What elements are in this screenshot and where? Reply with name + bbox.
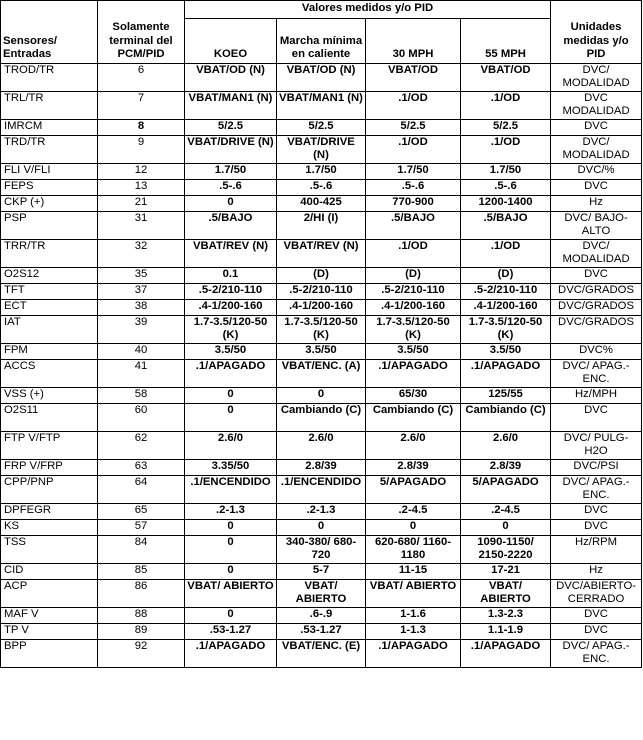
cell-koeo: 0	[185, 520, 277, 536]
cell-terminal: 21	[98, 196, 185, 212]
cell-units: DVC/GRADOS	[551, 300, 642, 316]
cell-55mph: .2-4.5	[461, 504, 551, 520]
cell-koeo: 1.7/50	[185, 164, 277, 180]
cell-terminal: 9	[98, 136, 185, 164]
cell-sensor: VSS (+)	[1, 388, 98, 404]
cell-sensor: TFT	[1, 284, 98, 300]
table-header	[1, 1, 642, 64]
table-row	[1, 476, 642, 504]
header-30mph: 30 MPH	[366, 19, 461, 64]
cell-terminal: 40	[98, 344, 185, 360]
cell-idle: .1/ENCENDIDO	[277, 476, 366, 504]
cell-30mph: 5/APAGADO	[366, 476, 461, 504]
cell-koeo: .4-1/200-160	[185, 300, 277, 316]
table-row	[1, 300, 642, 316]
table-row	[1, 608, 642, 624]
cell-55mph: .1/OD	[461, 240, 551, 268]
cell-sensor: BPP	[1, 640, 98, 668]
cell-koeo: VBAT/ ABIERTO	[185, 580, 277, 608]
cell-koeo: 0	[185, 564, 277, 580]
header-measured-values: Valores medidos y/o PID	[185, 1, 551, 19]
cell-55mph: .1/APAGADO	[461, 640, 551, 668]
cell-units: DVC	[551, 520, 642, 536]
cell-55mph: 0	[461, 520, 551, 536]
table-row	[1, 284, 642, 300]
cell-sensor: TP V	[1, 624, 98, 640]
cell-30mph: 65/30	[366, 388, 461, 404]
header-koeo: KOEO	[185, 19, 277, 64]
cell-55mph: VBAT/OD	[461, 64, 551, 92]
cell-30mph: 3.5/50	[366, 344, 461, 360]
cell-55mph: 1090-1150/ 2150-2220	[461, 536, 551, 564]
cell-terminal: 84	[98, 536, 185, 564]
cell-sensor: IMRCM	[1, 120, 98, 136]
table-row	[1, 164, 642, 180]
cell-terminal: 12	[98, 164, 185, 180]
cell-sensor: FTP V/FTP	[1, 432, 98, 460]
cell-30mph: .1/OD	[366, 92, 461, 120]
cell-units: DVC%	[551, 344, 642, 360]
cell-sensor: TSS	[1, 536, 98, 564]
cell-koeo: 2.6/0	[185, 432, 277, 460]
cell-30mph: (D)	[366, 268, 461, 284]
cell-units: Hz	[551, 564, 642, 580]
cell-koeo: 3.5/50	[185, 344, 277, 360]
cell-30mph: VBAT/ ABIERTO	[366, 580, 461, 608]
cell-koeo: 0	[185, 404, 277, 432]
cell-koeo: 3.35/50	[185, 460, 277, 476]
cell-55mph: 3.5/50	[461, 344, 551, 360]
table-row	[1, 136, 642, 164]
cell-sensor: DPFEGR	[1, 504, 98, 520]
cell-sensor: O2S12	[1, 268, 98, 284]
table-row	[1, 432, 642, 460]
cell-units: DVC MODALIDAD	[551, 92, 642, 120]
cell-units: DVC/%	[551, 164, 642, 180]
cell-koeo: VBAT/REV (N)	[185, 240, 277, 268]
cell-units: Hz	[551, 196, 642, 212]
header-sensor: Sensores/ Entradas	[1, 1, 98, 64]
cell-sensor: CID	[1, 564, 98, 580]
cell-idle: 400-425	[277, 196, 366, 212]
cell-idle: 2/HI (I)	[277, 212, 366, 240]
cell-30mph: .1/APAGADO	[366, 640, 461, 668]
cell-idle: Cambiando (C)	[277, 404, 366, 432]
table-row	[1, 564, 642, 580]
cell-30mph: .5/BAJO	[366, 212, 461, 240]
cell-55mph: 1200-1400	[461, 196, 551, 212]
cell-idle: 340-380/ 680-720	[277, 536, 366, 564]
table-row	[1, 120, 642, 136]
cell-koeo: .5-.6	[185, 180, 277, 196]
cell-30mph: .5-.6	[366, 180, 461, 196]
cell-idle: (D)	[277, 268, 366, 284]
cell-units: DVC/ MODALIDAD	[551, 64, 642, 92]
cell-55mph: .5-.6	[461, 180, 551, 196]
table-row	[1, 404, 642, 432]
cell-units: DVC/ MODALIDAD	[551, 136, 642, 164]
cell-sensor: ACP	[1, 580, 98, 608]
cell-units: DVC	[551, 180, 642, 196]
cell-sensor: TRD/TR	[1, 136, 98, 164]
cell-30mph: 620-680/ 1160-1180	[366, 536, 461, 564]
cell-sensor: FEPS	[1, 180, 98, 196]
cell-30mph: VBAT/OD	[366, 64, 461, 92]
cell-units: DVC/ MODALIDAD	[551, 240, 642, 268]
cell-idle: .2-1.3	[277, 504, 366, 520]
cell-terminal: 57	[98, 520, 185, 536]
cell-55mph: 5/2.5	[461, 120, 551, 136]
cell-terminal: 39	[98, 316, 185, 344]
cell-30mph: .4-1/200-160	[366, 300, 461, 316]
cell-units: Hz/RPM	[551, 536, 642, 564]
table-row	[1, 180, 642, 196]
table-row	[1, 460, 642, 476]
cell-koeo: .5-2/210-110	[185, 284, 277, 300]
table-row	[1, 212, 642, 240]
cell-sensor: ECT	[1, 300, 98, 316]
cell-koeo: VBAT/OD (N)	[185, 64, 277, 92]
cell-units: DVC/GRADOS	[551, 284, 642, 300]
cell-koeo: .1/APAGADO	[185, 360, 277, 388]
cell-terminal: 60	[98, 404, 185, 432]
cell-idle: 1.7-3.5/120-50 (K)	[277, 316, 366, 344]
cell-idle: 5/2.5	[277, 120, 366, 136]
cell-30mph: 1.7/50	[366, 164, 461, 180]
cell-terminal: 13	[98, 180, 185, 196]
cell-55mph: .1/OD	[461, 136, 551, 164]
table-row	[1, 624, 642, 640]
cell-terminal: 6	[98, 64, 185, 92]
table-row	[1, 360, 642, 388]
cell-units: DVC/ APAG.-ENC.	[551, 640, 642, 668]
table-row	[1, 640, 642, 668]
cell-idle: .5-.6	[277, 180, 366, 196]
cell-koeo: .1/ENCENDIDO	[185, 476, 277, 504]
cell-30mph: 5/2.5	[366, 120, 461, 136]
table-row	[1, 268, 642, 284]
cell-idle: VBAT/REV (N)	[277, 240, 366, 268]
table-row	[1, 388, 642, 404]
cell-55mph: 5/APAGADO	[461, 476, 551, 504]
cell-sensor: PSP	[1, 212, 98, 240]
cell-units: DVC	[551, 404, 642, 432]
cell-sensor: FRP V/FRP	[1, 460, 98, 476]
table-row	[1, 580, 642, 608]
cell-units: DVC/ BAJO-ALTO	[551, 212, 642, 240]
cell-55mph: .5-2/210-110	[461, 284, 551, 300]
cell-idle: VBAT/DRIVE (N)	[277, 136, 366, 164]
cell-units: DVC	[551, 624, 642, 640]
cell-terminal: 38	[98, 300, 185, 316]
cell-55mph: 2.8/39	[461, 460, 551, 476]
cell-sensor: ACCS	[1, 360, 98, 388]
cell-55mph: 1.7-3.5/120-50 (K)	[461, 316, 551, 344]
cell-55mph: 17-21	[461, 564, 551, 580]
cell-idle: 1.7/50	[277, 164, 366, 180]
cell-sensor: FLI V/FLI	[1, 164, 98, 180]
cell-units: DVC	[551, 504, 642, 520]
cell-idle: VBAT/ENC. (A)	[277, 360, 366, 388]
cell-idle: .5-2/210-110	[277, 284, 366, 300]
cell-terminal: 8	[98, 120, 185, 136]
cell-55mph: .1/APAGADO	[461, 360, 551, 388]
table-row	[1, 520, 642, 536]
cell-koeo: .2-1.3	[185, 504, 277, 520]
cell-30mph: .1/OD	[366, 240, 461, 268]
cell-30mph: 11-15	[366, 564, 461, 580]
cell-terminal: 86	[98, 580, 185, 608]
cell-idle: .4-1/200-160	[277, 300, 366, 316]
table-row	[1, 240, 642, 268]
table-row	[1, 504, 642, 520]
cell-units: DVC/PSI	[551, 460, 642, 476]
cell-units: DVC/ABIERTO-CERRADO	[551, 580, 642, 608]
cell-units: DVC	[551, 268, 642, 284]
cell-55mph: 2.6/0	[461, 432, 551, 460]
cell-sensor: IAT	[1, 316, 98, 344]
cell-terminal: 85	[98, 564, 185, 580]
header-terminal: Solamente terminal del PCM/PID	[98, 1, 185, 64]
cell-terminal: 35	[98, 268, 185, 284]
cell-koeo: 5/2.5	[185, 120, 277, 136]
table-row	[1, 536, 642, 564]
cell-koeo: 0	[185, 536, 277, 564]
table-row	[1, 92, 642, 120]
cell-idle: .6-.9	[277, 608, 366, 624]
cell-koeo: VBAT/MAN1 (N)	[185, 92, 277, 120]
cell-units: DVC/ PULG-H2O	[551, 432, 642, 460]
table-body	[1, 64, 642, 668]
cell-idle: .53-1.27	[277, 624, 366, 640]
cell-terminal: 89	[98, 624, 185, 640]
cell-sensor: KS	[1, 520, 98, 536]
cell-koeo: 0	[185, 196, 277, 212]
cell-55mph: 1.1-1.9	[461, 624, 551, 640]
cell-terminal: 65	[98, 504, 185, 520]
cell-idle: VBAT/ ABIERTO	[277, 580, 366, 608]
cell-30mph: .5-2/210-110	[366, 284, 461, 300]
cell-idle: 5-7	[277, 564, 366, 580]
cell-koeo: 0	[185, 388, 277, 404]
cell-terminal: 92	[98, 640, 185, 668]
cell-units: DVC	[551, 120, 642, 136]
cell-koeo: 0.1	[185, 268, 277, 284]
cell-units: DVC	[551, 608, 642, 624]
table-row	[1, 344, 642, 360]
cell-terminal: 64	[98, 476, 185, 504]
cell-sensor: TROD/TR	[1, 64, 98, 92]
cell-idle: 0	[277, 388, 366, 404]
table-row	[1, 196, 642, 212]
cell-55mph: VBAT/ ABIERTO	[461, 580, 551, 608]
cell-30mph: 2.8/39	[366, 460, 461, 476]
cell-terminal: 41	[98, 360, 185, 388]
cell-idle: 0	[277, 520, 366, 536]
cell-sensor: O2S11	[1, 404, 98, 432]
cell-koeo: VBAT/DRIVE (N)	[185, 136, 277, 164]
cell-koeo: 0	[185, 608, 277, 624]
cell-sensor: TRR/TR	[1, 240, 98, 268]
cell-30mph: .2-4.5	[366, 504, 461, 520]
cell-30mph: 2.6/0	[366, 432, 461, 460]
cell-units: DVC/GRADOS	[551, 316, 642, 344]
cell-idle: VBAT/OD (N)	[277, 64, 366, 92]
cell-terminal: 32	[98, 240, 185, 268]
cell-terminal: 7	[98, 92, 185, 120]
cell-terminal: 31	[98, 212, 185, 240]
cell-idle: 2.8/39	[277, 460, 366, 476]
cell-sensor: CPP/PNP	[1, 476, 98, 504]
cell-units: DVC/ APAG.-ENC.	[551, 476, 642, 504]
cell-55mph: .1/OD	[461, 92, 551, 120]
header-units: Unidades medidas y/o PID	[551, 1, 642, 64]
cell-55mph: (D)	[461, 268, 551, 284]
cell-30mph: Cambiando (C)	[366, 404, 461, 432]
cell-sensor: MAF V	[1, 608, 98, 624]
cell-koeo: .1/APAGADO	[185, 640, 277, 668]
header-55mph: 55 MPH	[461, 19, 551, 64]
cell-terminal: 62	[98, 432, 185, 460]
cell-30mph: .1/OD	[366, 136, 461, 164]
cell-idle: VBAT/MAN1 (N)	[277, 92, 366, 120]
table-row	[1, 64, 642, 92]
cell-sensor: CKP (+)	[1, 196, 98, 212]
cell-30mph: 1.7-3.5/120-50 (K)	[366, 316, 461, 344]
cell-55mph: 125/55	[461, 388, 551, 404]
cell-koeo: .5/BAJO	[185, 212, 277, 240]
cell-idle: 3.5/50	[277, 344, 366, 360]
cell-30mph: 0	[366, 520, 461, 536]
cell-terminal: 63	[98, 460, 185, 476]
table-row	[1, 316, 642, 344]
cell-koeo: .53-1.27	[185, 624, 277, 640]
cell-55mph: .4-1/200-160	[461, 300, 551, 316]
cell-units: Hz/MPH	[551, 388, 642, 404]
cell-idle: VBAT/ENC. (E)	[277, 640, 366, 668]
cell-30mph: 1-1.3	[366, 624, 461, 640]
cell-terminal: 37	[98, 284, 185, 300]
cell-units: DVC/ APAG.-ENC.	[551, 360, 642, 388]
header-idle: Marcha mínima en caliente	[277, 19, 366, 64]
cell-55mph: 1.7/50	[461, 164, 551, 180]
cell-30mph: 1-1.6	[366, 608, 461, 624]
cell-terminal: 58	[98, 388, 185, 404]
cell-sensor: TRL/TR	[1, 92, 98, 120]
cell-55mph: Cambiando (C)	[461, 404, 551, 432]
cell-idle: 2.6/0	[277, 432, 366, 460]
cell-terminal: 88	[98, 608, 185, 624]
cell-30mph: 770-900	[366, 196, 461, 212]
cell-55mph: .5/BAJO	[461, 212, 551, 240]
cell-55mph: 1.3-2.3	[461, 608, 551, 624]
cell-koeo: 1.7-3.5/120-50 (K)	[185, 316, 277, 344]
cell-sensor: FPM	[1, 344, 98, 360]
cell-30mph: .1/APAGADO	[366, 360, 461, 388]
